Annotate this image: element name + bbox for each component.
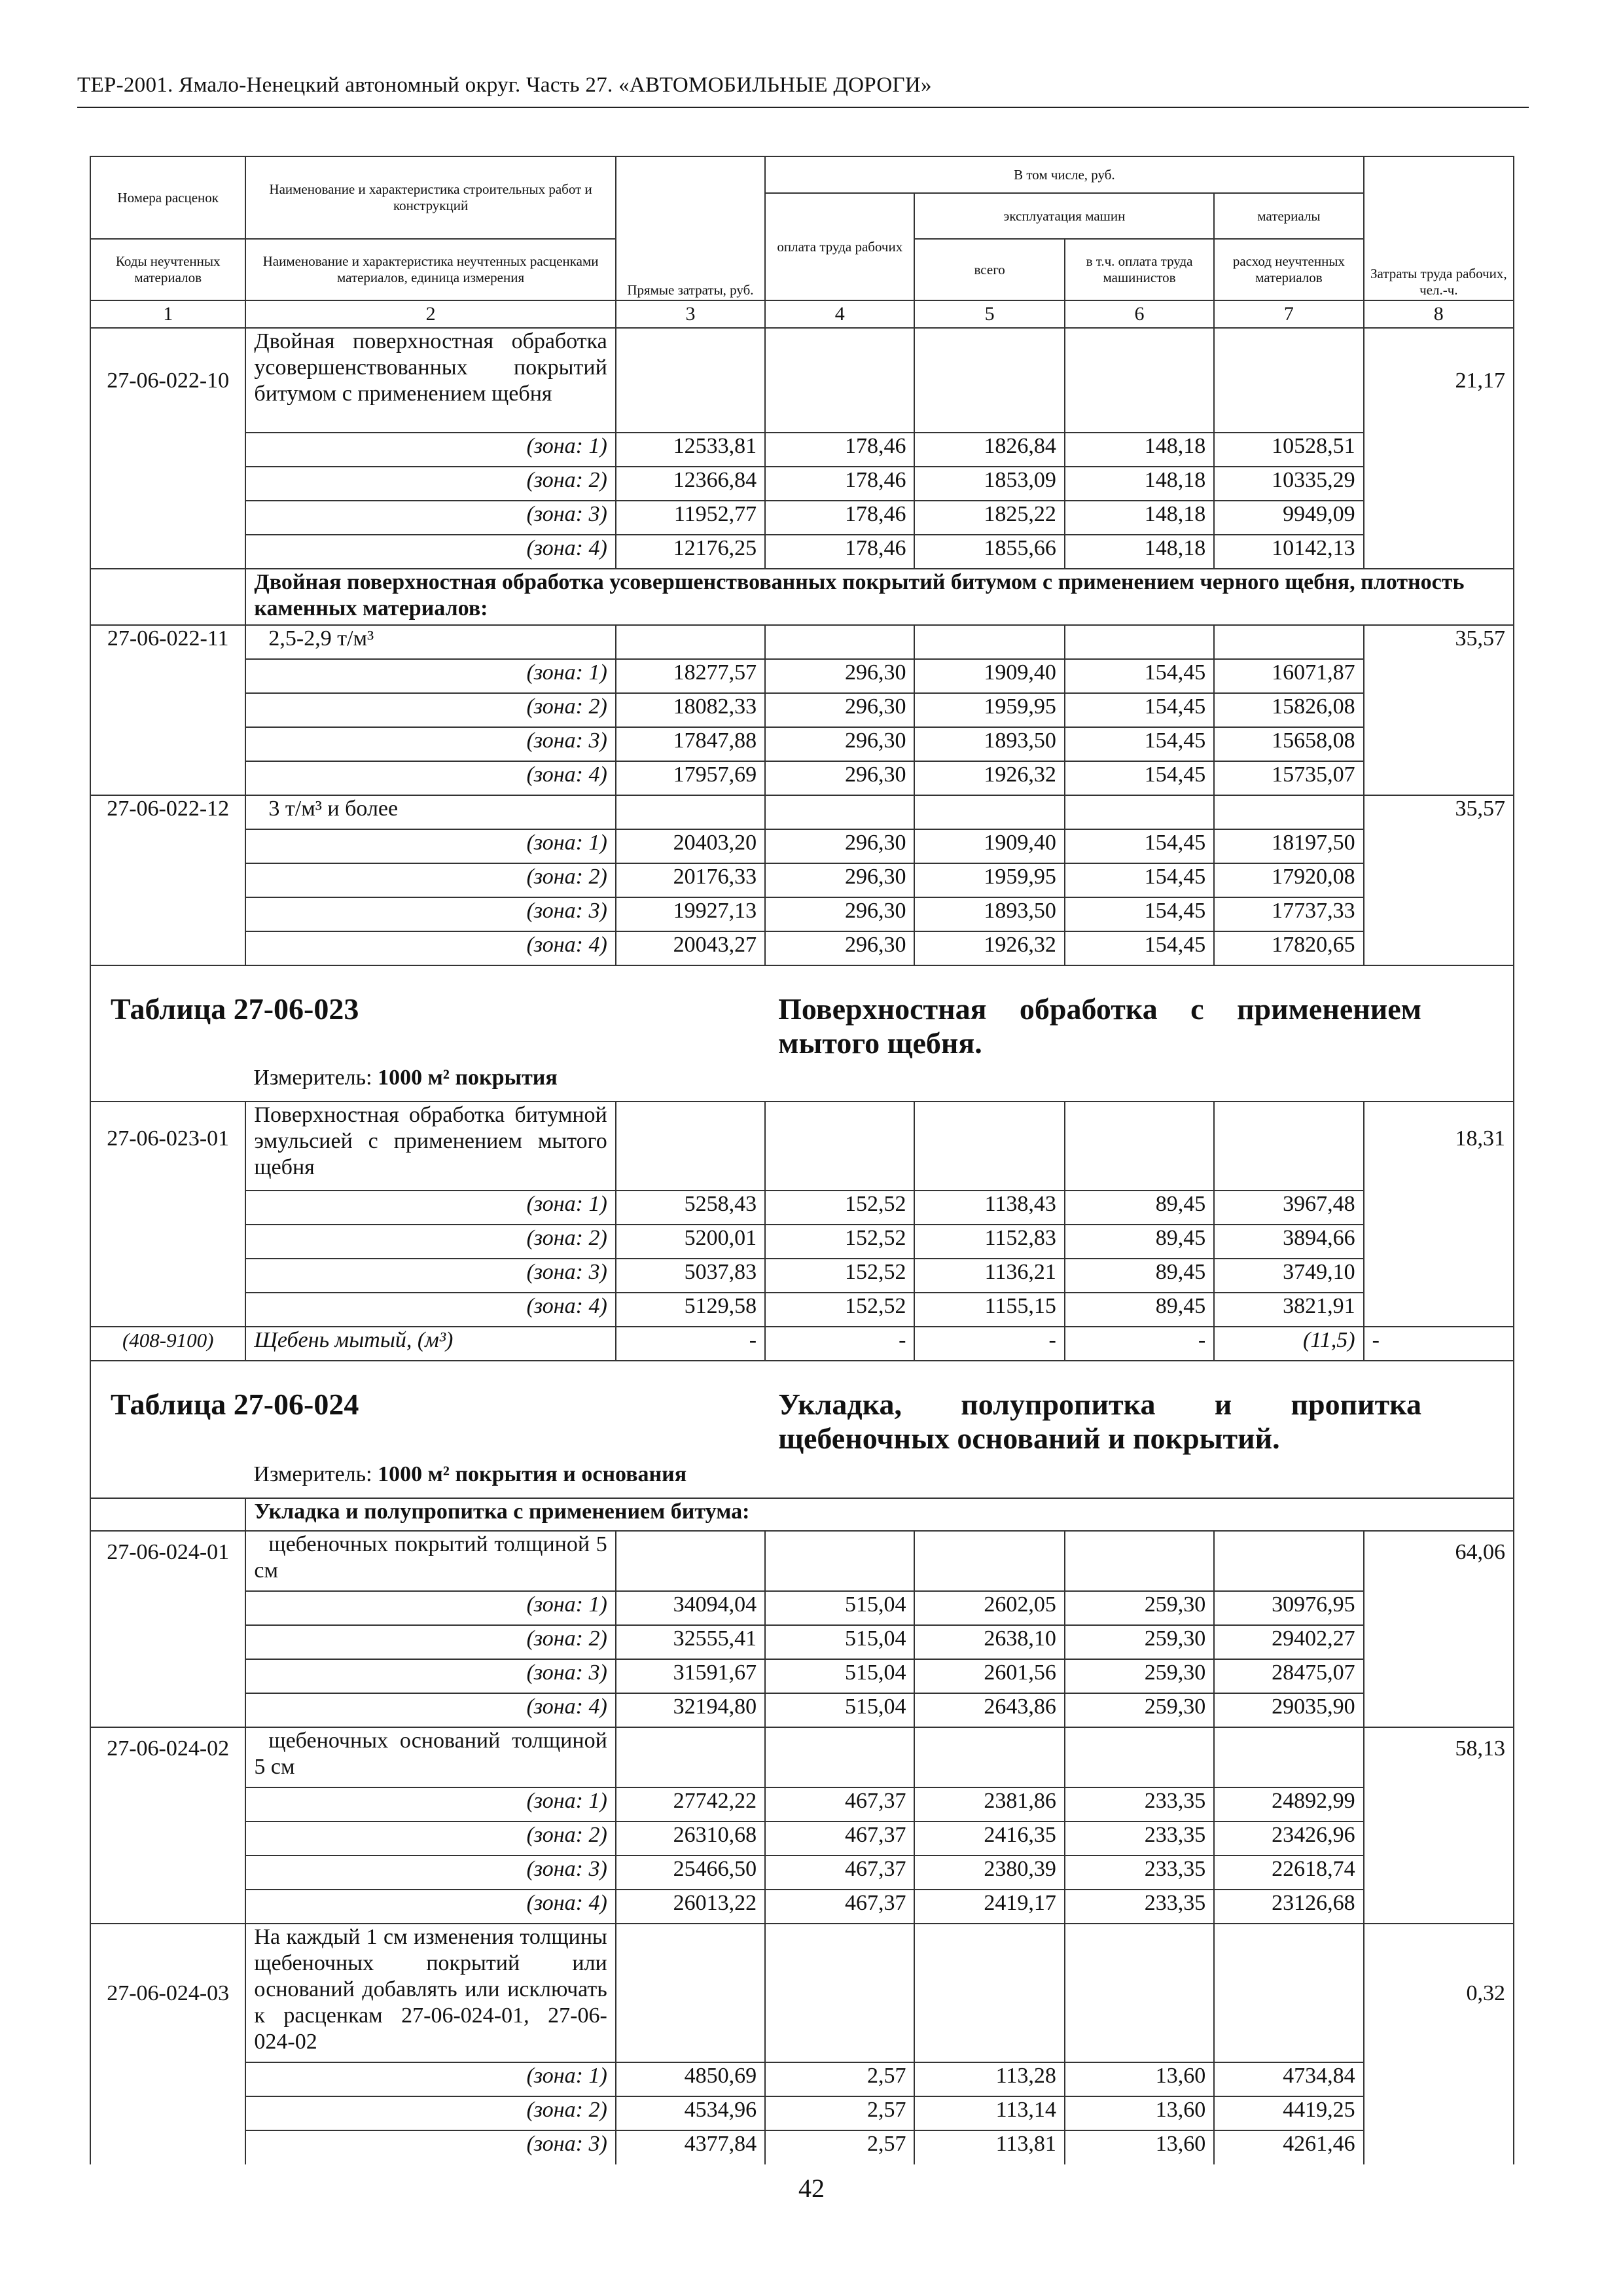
group-heading-row: [90, 569, 1514, 625]
value-cell: 11952,77: [616, 501, 765, 535]
material-code: (408-9100): [90, 1327, 245, 1361]
value-cell: 296,30: [765, 659, 914, 693]
value-cell: 1909,40: [914, 829, 1064, 863]
col-number: 3: [616, 300, 765, 328]
table-row: [90, 1191, 1514, 1225]
rate-code: 27-06-022-11: [90, 625, 245, 795]
table-row: [90, 829, 1514, 863]
value-cell: 24892,99: [1214, 1787, 1363, 1821]
value-cell: 152,52: [765, 1293, 914, 1327]
value-cell: 1855,66: [914, 535, 1064, 569]
meter-value: 1000 м² покрытия: [378, 1066, 558, 1090]
table-row: [90, 1225, 1514, 1259]
value-cell: 154,45: [1065, 693, 1214, 727]
col-name-header: Наименование и характеристика строительных работ и конструкций: [245, 156, 615, 239]
zone-label: (зона: 2): [245, 1225, 615, 1259]
col-number: 4: [765, 300, 914, 328]
value-cell: 113,81: [914, 2130, 1064, 2164]
value-cell: 26310,68: [616, 1821, 765, 1856]
value-cell: 12176,25: [616, 535, 765, 569]
value-cell: 3894,66: [1214, 1225, 1363, 1259]
value-cell: 2,57: [765, 2130, 914, 2164]
value-cell: 467,37: [765, 1890, 914, 1924]
rate-name: Поверхностная обработка битумной эмульсией с применением мытого щебня: [245, 1102, 615, 1191]
table-row: [90, 1625, 1514, 1659]
table-row: [90, 727, 1514, 761]
value-cell: 233,35: [1065, 1787, 1214, 1821]
col-direct-header: Прямые затраты, руб.: [616, 156, 765, 300]
zone-label: (зона: 4): [245, 535, 615, 569]
meter-line: [245, 1065, 1514, 1102]
value-cell: 296,30: [765, 693, 914, 727]
col-code2-header: Коды неучтенных материалов: [90, 239, 245, 300]
value-cell: 515,04: [765, 1591, 914, 1625]
value-cell: 89,45: [1065, 1191, 1214, 1225]
rate-name: 2,5-2,9 т/м³: [245, 625, 615, 659]
table-row: [90, 1890, 1514, 1924]
zone-label: (зона: 2): [245, 2096, 615, 2130]
value-cell: 12366,84: [616, 467, 765, 501]
value-cell: 17920,08: [1214, 863, 1363, 897]
value-cell: 31591,67: [616, 1659, 765, 1693]
col-code-header: Номера расценок: [90, 156, 245, 239]
value-cell: 1959,95: [914, 863, 1064, 897]
table-row: [90, 1727, 1514, 1787]
value-cell: 89,45: [1065, 1293, 1214, 1327]
value-cell: 467,37: [765, 1821, 914, 1856]
col-wages-header: оплата труда рабочих: [765, 193, 914, 300]
table-row: [90, 1693, 1514, 1727]
zone-label: (зона: 4): [245, 931, 615, 965]
value-cell: 296,30: [765, 829, 914, 863]
zone-label: (зона: 3): [245, 1659, 615, 1693]
value-cell: 4734,84: [1214, 2062, 1363, 2096]
value-cell: 154,45: [1065, 829, 1214, 863]
table-heading-row: [90, 965, 1514, 1065]
value-cell: 152,52: [765, 1225, 914, 1259]
zone-label: (зона: 1): [245, 1591, 615, 1625]
table-row: [90, 501, 1514, 535]
col-number: 7: [1214, 300, 1363, 328]
value-cell: 10142,13: [1214, 535, 1363, 569]
value-cell: 3821,91: [1214, 1293, 1363, 1327]
table-row: [90, 467, 1514, 501]
rate-labor: 58,13: [1364, 1727, 1514, 1924]
rate-code: 27-06-024-03: [90, 1924, 245, 2164]
col-machines-total-header: всего: [914, 239, 1064, 300]
zone-label: (зона: 1): [245, 433, 615, 467]
value-cell: 13,60: [1065, 2130, 1214, 2164]
zone-label: (зона: 4): [245, 1890, 615, 1924]
value-cell: 259,30: [1065, 1693, 1214, 1727]
zone-label: (зона: 1): [245, 1787, 615, 1821]
table-row: [90, 659, 1514, 693]
value-cell: 34094,04: [616, 1591, 765, 1625]
value-cell: 3967,48: [1214, 1191, 1363, 1225]
col-number: 1: [90, 300, 245, 328]
value-cell: 515,04: [765, 1659, 914, 1693]
value-cell: 178,46: [765, 467, 914, 501]
table-row: [90, 1293, 1514, 1327]
value-cell: 30976,95: [1214, 1591, 1363, 1625]
value-cell: 5037,83: [616, 1259, 765, 1293]
table-row: [90, 1924, 1514, 2062]
value-cell: 4261,46: [1214, 2130, 1363, 2164]
table-row: [90, 1591, 1514, 1625]
value-cell: 296,30: [765, 897, 914, 931]
zone-label: (зона: 2): [245, 467, 615, 501]
value-cell: 23426,96: [1214, 1821, 1363, 1856]
zone-label: (зона: 4): [245, 761, 615, 795]
value-cell: 89,45: [1065, 1259, 1214, 1293]
zone-label: (зона: 3): [245, 727, 615, 761]
zone-label: (зона: 3): [245, 2130, 615, 2164]
zone-label: (зона: 3): [245, 1856, 615, 1890]
col-machinist-wages-header: в т.ч. оплата труда машинистов: [1065, 239, 1214, 300]
value-cell: 25466,50: [616, 1856, 765, 1890]
value-cell: 22618,74: [1214, 1856, 1363, 1890]
value-cell: 20403,20: [616, 829, 765, 863]
value-cell: 148,18: [1065, 467, 1214, 501]
col-name2-header: Наименование и характеристика неучтенных расценками материалов, единица измерения: [245, 239, 615, 300]
group-heading-row: [90, 1498, 1514, 1531]
value-cell: -: [616, 1327, 765, 1361]
table-row: [90, 535, 1514, 569]
rate-name: Двойная поверхностная обработка усовершенствованных покрытий битумом с применением щебня: [245, 328, 615, 433]
value-cell: 9949,09: [1214, 501, 1363, 535]
meter-row: [90, 1462, 1514, 1498]
rate-labor: 64,06: [1364, 1531, 1514, 1727]
value-cell: 1926,32: [914, 761, 1064, 795]
value-cell: 15658,08: [1214, 727, 1363, 761]
value-cell: 5200,01: [616, 1225, 765, 1259]
value-cell: 467,37: [765, 1787, 914, 1821]
table-row: [90, 1821, 1514, 1856]
value-cell: 17737,33: [1214, 897, 1363, 931]
table-row: [90, 1659, 1514, 1693]
col-machines-header: эксплуатация машин: [914, 193, 1214, 239]
table-label: Таблица 27-06-024: [90, 1361, 765, 1462]
value-cell: 515,04: [765, 1693, 914, 1727]
value-cell: 1893,50: [914, 727, 1064, 761]
header-rule: [77, 107, 1529, 108]
rate-code: 27-06-022-12: [90, 795, 245, 965]
zone-label: (зона: 2): [245, 863, 615, 897]
value-cell: 4419,25: [1214, 2096, 1363, 2130]
value-cell: 20176,33: [616, 863, 765, 897]
zone-label: (зона: 1): [245, 2062, 615, 2096]
value-cell: 154,45: [1065, 727, 1214, 761]
value-cell: 233,35: [1065, 1890, 1214, 1924]
zone-label: (зона: 1): [245, 659, 615, 693]
table-row: [90, 1787, 1514, 1821]
value-cell: 2381,86: [914, 1787, 1064, 1821]
value-cell: 10335,29: [1214, 467, 1363, 501]
table-row: [90, 1856, 1514, 1890]
value-cell: -: [1065, 1327, 1214, 1361]
col-materials-header: материалы: [1214, 193, 1363, 239]
value-cell: 178,46: [765, 535, 914, 569]
value-cell: 5258,43: [616, 1191, 765, 1225]
value-cell: 296,30: [765, 761, 914, 795]
value-cell: 2,57: [765, 2062, 914, 2096]
value-cell: 3749,10: [1214, 1259, 1363, 1293]
rate-code: 27-06-024-02: [90, 1727, 245, 1924]
rate-name: щебеночных покрытий толщиной 5 см: [245, 1531, 615, 1591]
table-row: [90, 328, 1514, 433]
value-cell: 296,30: [765, 863, 914, 897]
value-cell: 2643,86: [914, 1693, 1064, 1727]
table-row: [90, 693, 1514, 727]
meter-row: [90, 1065, 1514, 1102]
table-row: [90, 1531, 1514, 1591]
value-cell: 1152,83: [914, 1225, 1064, 1259]
zone-label: (зона: 3): [245, 897, 615, 931]
value-cell: 5129,58: [616, 1293, 765, 1327]
table-row: [90, 2096, 1514, 2130]
value-cell: 148,18: [1065, 501, 1214, 535]
value-cell: 26013,22: [616, 1890, 765, 1924]
value-cell: 2602,05: [914, 1591, 1064, 1625]
rate-code: 27-06-023-01: [90, 1102, 245, 1327]
zone-label: (зона: 1): [245, 1191, 615, 1225]
table-row: [90, 863, 1514, 897]
value-cell: (11,5): [1214, 1327, 1363, 1361]
value-cell: 152,52: [765, 1191, 914, 1225]
value-cell: 32194,80: [616, 1693, 765, 1727]
value-cell: 23126,68: [1214, 1890, 1363, 1924]
group-heading: Укладка и полупропитка с применением битума:: [245, 1498, 1514, 1531]
running-header: ТЕР-2001. Ямало-Ненецкий автономный округ. Часть 27. «АВТОМОБИЛЬНЫЕ ДОРОГИ»: [77, 73, 932, 97]
rate-name: На каждый 1 см изменения толщины щебеночных покрытий или оснований добавлять или исключать к расценкам 27-06-024-01, 27-06-024-02: [245, 1924, 615, 2062]
value-cell: 259,30: [1065, 1625, 1214, 1659]
value-cell: 17957,69: [616, 761, 765, 795]
table-row: [90, 761, 1514, 795]
zone-label: (зона: 3): [245, 501, 615, 535]
col-in-total-header: В том числе, руб.: [765, 156, 1363, 193]
value-cell: 2,57: [765, 2096, 914, 2130]
value-cell: 154,45: [1065, 659, 1214, 693]
value-cell: 4377,84: [616, 2130, 765, 2164]
value-cell: 1136,21: [914, 1259, 1064, 1293]
value-cell: 10528,51: [1214, 433, 1363, 467]
col-number: 8: [1364, 300, 1514, 328]
meter-prefix: Измеритель:: [253, 1066, 378, 1090]
table-row: [90, 795, 1514, 829]
value-cell: 233,35: [1065, 1821, 1214, 1856]
value-cell: 515,04: [765, 1625, 914, 1659]
value-cell: 12533,81: [616, 433, 765, 467]
value-cell: 152,52: [765, 1259, 914, 1293]
value-cell: 2601,56: [914, 1659, 1064, 1693]
rates-table: [90, 156, 1514, 2164]
value-cell: 29402,27: [1214, 1625, 1363, 1659]
value-cell: 18197,50: [1214, 829, 1363, 863]
value-cell: 467,37: [765, 1856, 914, 1890]
table-title: Укладка, полупропитка и пропитка щебеночных оснований и покрытий.: [765, 1361, 1514, 1462]
table-row: [90, 2130, 1514, 2164]
value-cell: 1155,15: [914, 1293, 1064, 1327]
value-cell: 32555,41: [616, 1625, 765, 1659]
value-cell: 154,45: [1065, 931, 1214, 965]
zone-label: (зона: 1): [245, 829, 615, 863]
value-cell: -: [1364, 1327, 1514, 1361]
value-cell: 148,18: [1065, 535, 1214, 569]
meter-value: 1000 м² покрытия и основания: [378, 1462, 687, 1486]
value-cell: 233,35: [1065, 1856, 1214, 1890]
group-heading: Двойная поверхностная обработка усовершенствованных покрытий битумом с применением черного щебня, плотность каменных материалов:: [245, 569, 1514, 625]
value-cell: 16071,87: [1214, 659, 1363, 693]
value-cell: 154,45: [1065, 897, 1214, 931]
value-cell: 1825,22: [914, 501, 1064, 535]
value-cell: 178,46: [765, 501, 914, 535]
table-row: [90, 931, 1514, 965]
rate-labor: 35,57: [1364, 625, 1514, 795]
col-number: 2: [245, 300, 615, 328]
value-cell: 2416,35: [914, 1821, 1064, 1856]
material-row: [90, 1327, 1514, 1361]
rate-name: 3 т/м³ и более: [245, 795, 615, 829]
value-cell: 29035,90: [1214, 1693, 1363, 1727]
value-cell: 259,30: [1065, 1591, 1214, 1625]
meter-prefix: Измеритель:: [253, 1462, 378, 1486]
rate-labor: 0,32: [1364, 1924, 1514, 2164]
value-cell: 178,46: [765, 433, 914, 467]
value-cell: 20043,27: [616, 931, 765, 965]
value-cell: 15735,07: [1214, 761, 1363, 795]
value-cell: 19927,13: [616, 897, 765, 931]
value-cell: 27742,22: [616, 1787, 765, 1821]
zone-label: (зона: 4): [245, 1293, 615, 1327]
value-cell: 2380,39: [914, 1856, 1064, 1890]
value-cell: 13,60: [1065, 2062, 1214, 2096]
value-cell: 13,60: [1065, 2096, 1214, 2130]
col-material-use-header: расход неучтенных материалов: [1214, 239, 1363, 300]
value-cell: 2638,10: [914, 1625, 1064, 1659]
value-cell: 4534,96: [616, 2096, 765, 2130]
col-labor-header: Затраты труда рабочих, чел.-ч.: [1364, 156, 1514, 300]
value-cell: 1909,40: [914, 659, 1064, 693]
rate-code: 27-06-022-10: [90, 328, 245, 569]
value-cell: 18082,33: [616, 693, 765, 727]
col-number: 5: [914, 300, 1064, 328]
table-heading-row: [90, 1361, 1514, 1462]
value-cell: 259,30: [1065, 1659, 1214, 1693]
value-cell: 17820,65: [1214, 931, 1363, 965]
table-row: [90, 1259, 1514, 1293]
value-cell: 17847,88: [616, 727, 765, 761]
rate-name: щебеночных оснований толщиной 5 см: [245, 1727, 615, 1787]
material-name: Щебень мытый, (м³): [245, 1327, 615, 1361]
rate-labor: 21,17: [1364, 328, 1514, 569]
rate-labor: 18,31: [1364, 1102, 1514, 1327]
value-cell: 296,30: [765, 931, 914, 965]
value-cell: 15826,08: [1214, 693, 1363, 727]
value-cell: 1926,32: [914, 931, 1064, 965]
rate-code: 27-06-024-01: [90, 1531, 245, 1727]
value-cell: 113,14: [914, 2096, 1064, 2130]
value-cell: 154,45: [1065, 761, 1214, 795]
value-cell: 296,30: [765, 727, 914, 761]
value-cell: 1138,43: [914, 1191, 1064, 1225]
value-cell: 89,45: [1065, 1225, 1214, 1259]
zone-label: (зона: 4): [245, 1693, 615, 1727]
value-cell: 18277,57: [616, 659, 765, 693]
value-cell: -: [765, 1327, 914, 1361]
zone-label: (зона: 2): [245, 693, 615, 727]
zone-label: (зона: 2): [245, 1625, 615, 1659]
zone-label: (зона: 3): [245, 1259, 615, 1293]
table-row: [90, 2062, 1514, 2096]
table-row: [90, 1102, 1514, 1191]
table-row: [90, 897, 1514, 931]
value-cell: 28475,07: [1214, 1659, 1363, 1693]
table-label: Таблица 27-06-023: [90, 965, 765, 1065]
value-cell: 1826,84: [914, 433, 1064, 467]
value-cell: 1959,95: [914, 693, 1064, 727]
value-cell: 154,45: [1065, 863, 1214, 897]
table-row: [90, 433, 1514, 467]
meter-line: [245, 1462, 1514, 1498]
value-cell: 148,18: [1065, 433, 1214, 467]
value-cell: 113,28: [914, 2062, 1064, 2096]
value-cell: 4850,69: [616, 2062, 765, 2096]
zone-label: (зона: 2): [245, 1821, 615, 1856]
table-title: Поверхностная обработка с применением мытого щебня.: [765, 965, 1514, 1065]
rate-labor: 35,57: [1364, 795, 1514, 965]
col-number: 6: [1065, 300, 1214, 328]
table-row: [90, 625, 1514, 659]
value-cell: 2419,17: [914, 1890, 1064, 1924]
page-number: 42: [798, 2174, 825, 2203]
value-cell: -: [914, 1327, 1064, 1361]
value-cell: 1853,09: [914, 467, 1064, 501]
value-cell: 1893,50: [914, 897, 1064, 931]
